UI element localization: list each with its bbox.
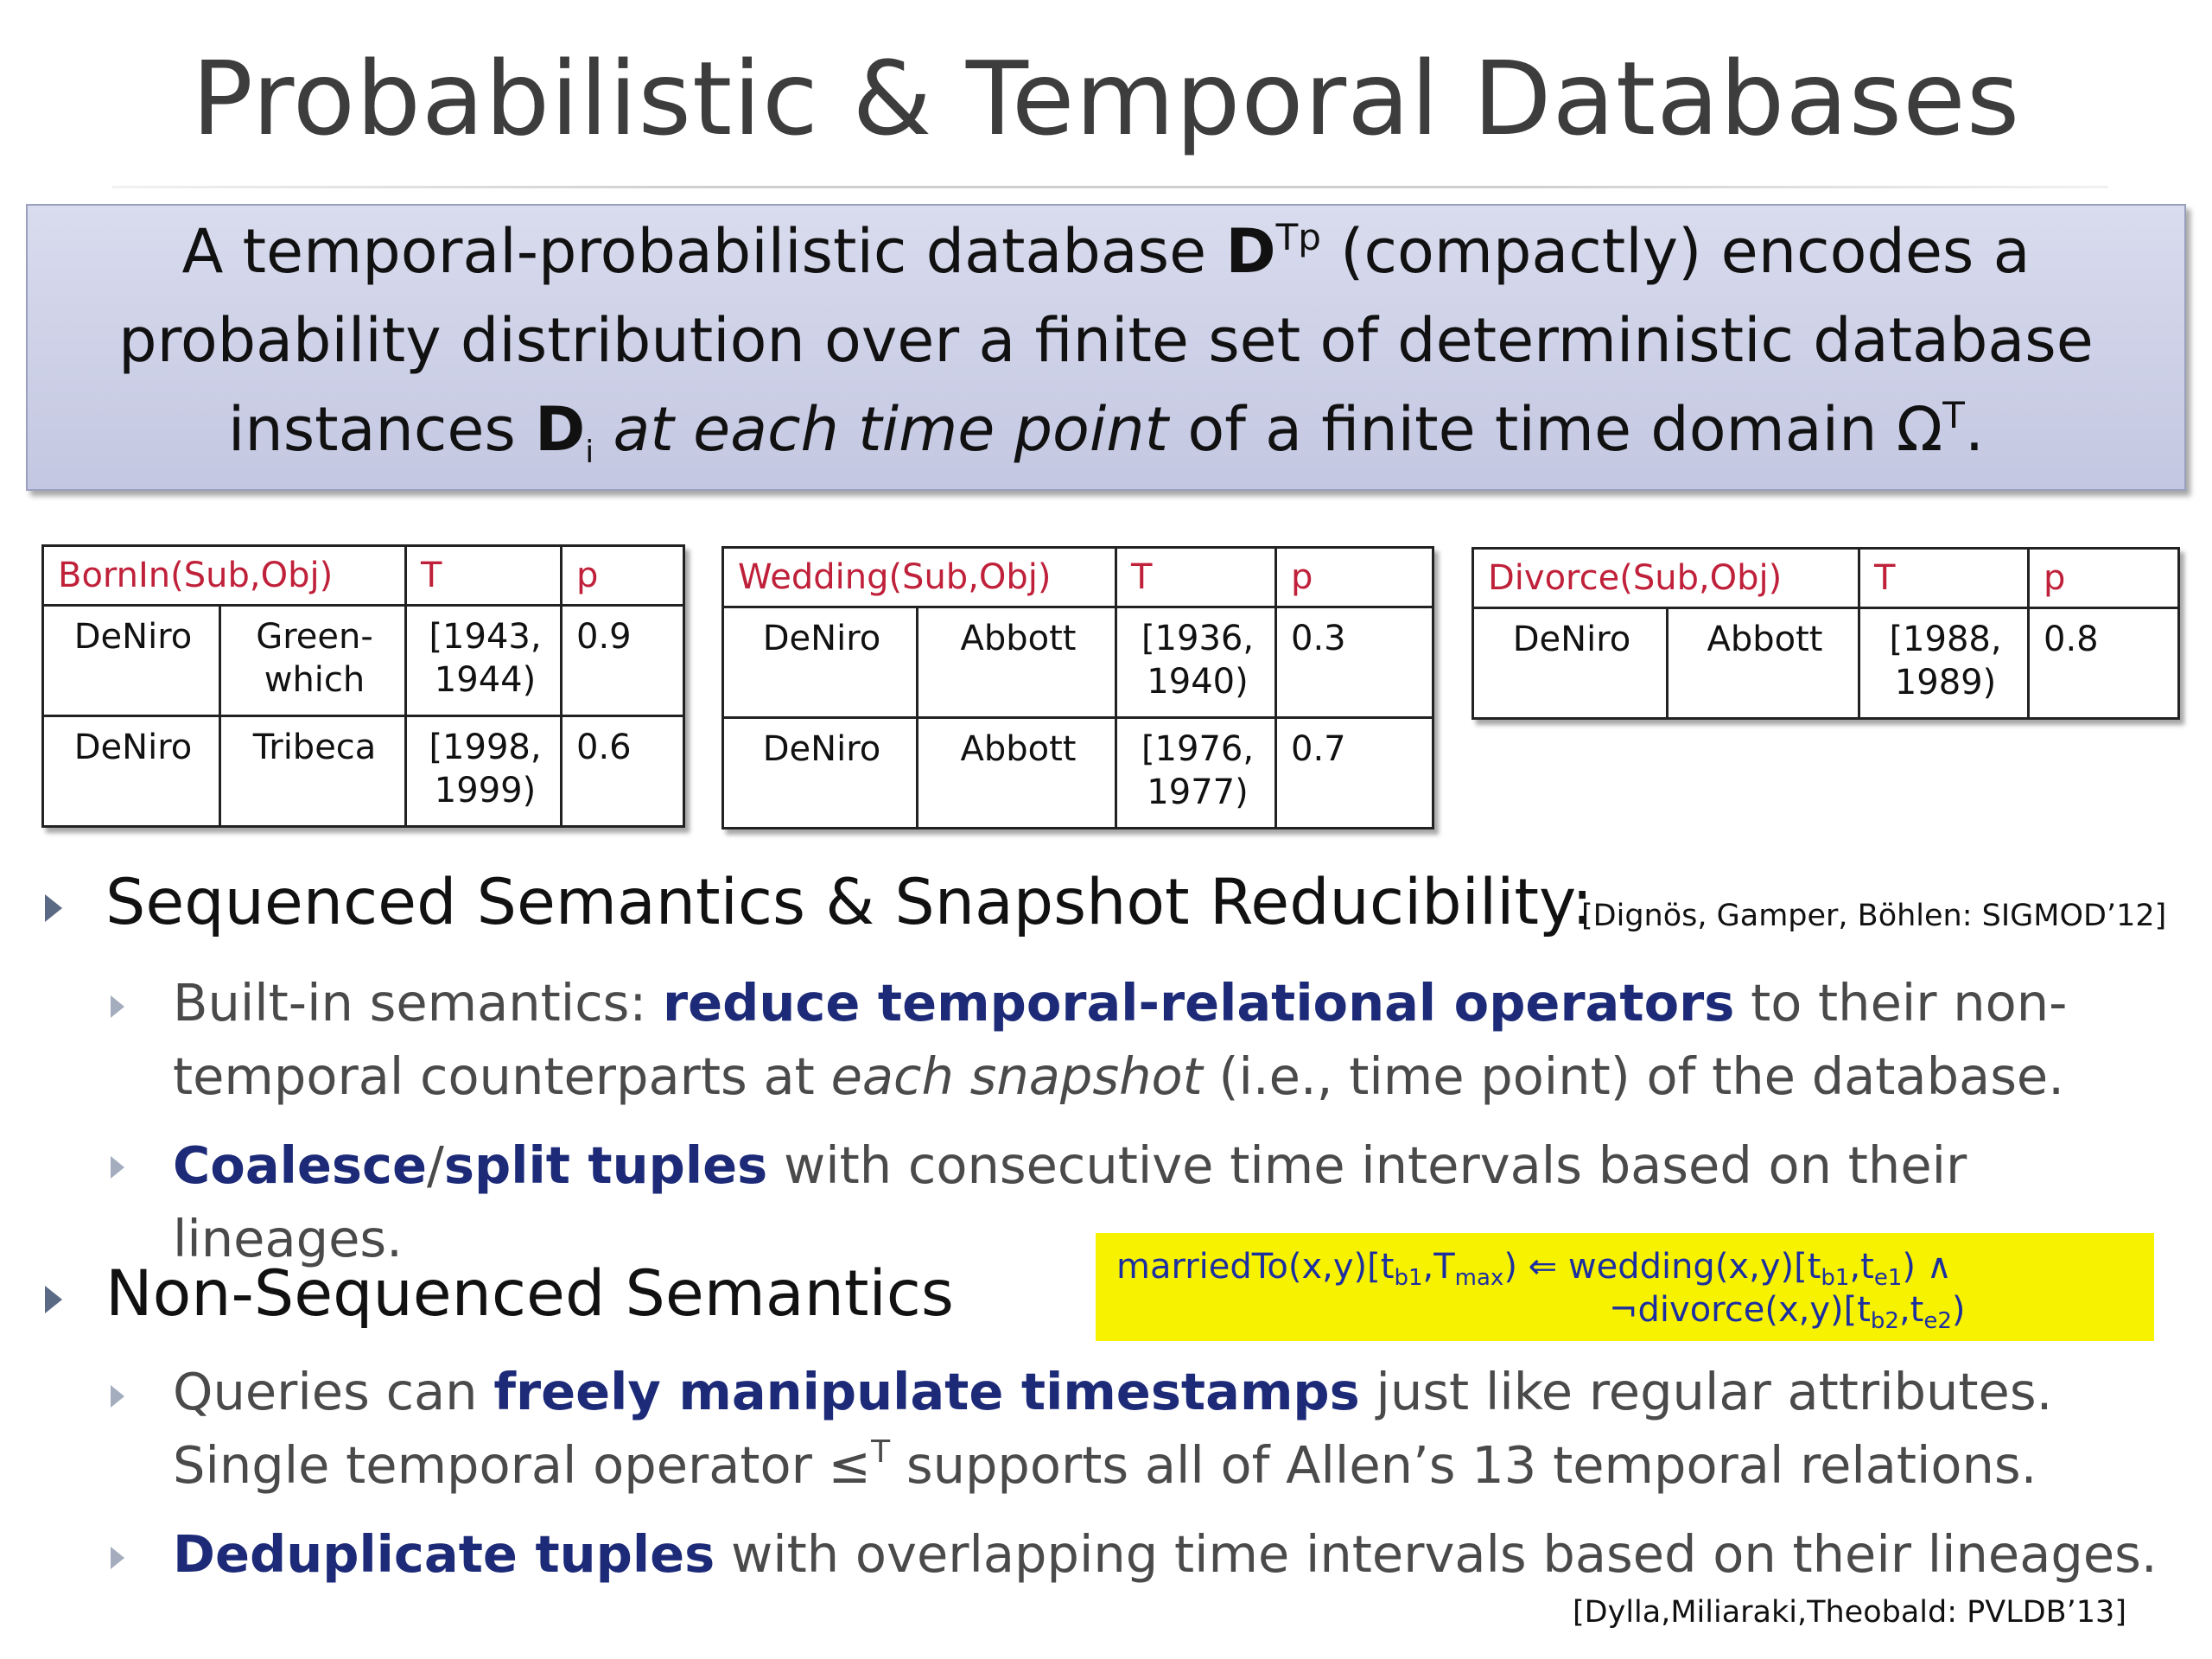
- citation: [Dylla,Miliaraki,Theobald: PVLDB’13]: [1573, 1595, 2126, 1630]
- formula-text: marriedTo(x,y)[t: [1116, 1247, 1395, 1287]
- formula-line-1: [1116, 1245, 2137, 1291]
- bullet-manipulate-timestamps: [173, 1355, 2186, 1502]
- bullet-line: [173, 1039, 2160, 1113]
- object-cell: [220, 606, 406, 716]
- bullet-line: [173, 966, 2160, 1039]
- omega-superscript: T: [1942, 394, 1965, 436]
- formula-subscript: b2: [1870, 1308, 1899, 1334]
- probability-cell: 0.7: [1276, 718, 1433, 829]
- probability-cell: 0.6: [562, 716, 684, 827]
- bullet-line: [173, 1355, 2186, 1428]
- database-superscript: Tp: [1275, 216, 1321, 258]
- instance-symbol: D: [535, 394, 586, 465]
- probability-cell: 0.8: [2029, 608, 2179, 719]
- definition-line-3: [28, 385, 2184, 474]
- interval-end: 1944): [434, 660, 537, 700]
- bullet-emphasis: split tuples: [443, 1135, 768, 1195]
- interval-start: [1936,: [1141, 619, 1255, 658]
- object-cell: Abbott: [1668, 608, 1859, 719]
- formula-subscript: max: [1454, 1265, 1504, 1291]
- triangle-bullet-icon: [111, 995, 124, 1018]
- table-row: [43, 606, 684, 716]
- definition-box: [26, 204, 2186, 491]
- table-row: [723, 607, 1433, 718]
- time-header: T: [1859, 549, 2029, 608]
- subject-cell: DeNiro: [43, 606, 220, 716]
- bullet-line: [173, 1428, 2186, 1502]
- definition-text: A temporal-probabilistic database: [181, 216, 1226, 287]
- relation-name: Wedding(Sub,Obj): [723, 548, 1116, 607]
- interval-cell: [406, 716, 562, 827]
- interval-start: [1988,: [1889, 620, 2002, 659]
- definition-text: of a finite time domain Ω: [1168, 394, 1943, 465]
- time-header: T: [1116, 548, 1276, 607]
- probability-cell: 0.3: [1276, 607, 1433, 718]
- interval-start: [1976,: [1141, 729, 1255, 769]
- formula-text: ,t: [1898, 1290, 1924, 1330]
- interval-start: [1943,: [429, 617, 542, 657]
- probability-header: p: [562, 546, 684, 606]
- interval-cell: [1859, 608, 2029, 719]
- relation-name: Divorce(Sub,Obj): [1473, 549, 1859, 608]
- probability-header: p: [1276, 548, 1433, 607]
- table-row: [723, 718, 1433, 829]
- rule-formula-box: [1096, 1233, 2154, 1341]
- definition-line-1: [28, 207, 2184, 296]
- bullet-text: supports all of Allen’s 13 temporal relations.: [890, 1435, 2037, 1495]
- triangle-bullet-icon: [111, 1547, 124, 1569]
- definition-text: instances: [227, 394, 536, 465]
- bullet-text: Queries can: [173, 1362, 494, 1421]
- triangle-bullet-icon: [111, 1385, 124, 1408]
- bullet-emphasis: reduce temporal-relational operators: [663, 973, 1735, 1033]
- formula-subscript: b1: [1821, 1265, 1850, 1291]
- interval-start: [1998,: [429, 728, 542, 767]
- table-header-row: [1473, 549, 2179, 608]
- formula-text: ) ∧: [1902, 1247, 1952, 1287]
- bullet-text: /: [427, 1135, 444, 1195]
- bullet-text: to their non-: [1734, 973, 2068, 1033]
- formula-text: ¬divorce(x,y)[t: [1609, 1290, 1871, 1330]
- object-line: Green-: [256, 617, 373, 657]
- bullet-text: just like regular attributes.: [1359, 1362, 2053, 1421]
- object-line: which: [264, 660, 365, 700]
- bullet-text: Single temporal operator ≤: [173, 1435, 872, 1495]
- table-row: [1473, 608, 2179, 719]
- subject-cell: DeNiro: [723, 718, 918, 829]
- formula-line-2: [1116, 1288, 2137, 1332]
- interval-cell: [1116, 718, 1276, 829]
- formula-text: ,t: [1849, 1247, 1874, 1287]
- subject-cell: DeNiro: [1473, 608, 1668, 719]
- time-header: T: [406, 546, 562, 606]
- bullet-deduplicate: [173, 1517, 2195, 1591]
- table-row: [43, 716, 684, 827]
- definition-period: .: [1964, 394, 1985, 465]
- bornin-table: [41, 544, 685, 828]
- title-divider: [112, 186, 2108, 188]
- probability-cell: 0.9: [562, 606, 684, 716]
- divorce-table: [1471, 547, 2180, 720]
- bullet-emphasis: freely manipulate timestamps: [493, 1362, 1360, 1421]
- definition-line-2: probability distribution over a finite set of deterministic database: [118, 305, 2094, 376]
- object-cell: [220, 716, 406, 827]
- subject-cell: DeNiro: [43, 716, 220, 827]
- object-cell: Abbott: [918, 607, 1116, 718]
- formula-text: ,T: [1422, 1247, 1455, 1287]
- interval-end: 1940): [1147, 662, 1249, 702]
- instance-subscript: i: [585, 435, 594, 470]
- formula-text: ) ⇐ wedding(x,y)[t: [1503, 1247, 1821, 1287]
- object-line: Tribeca: [252, 728, 377, 767]
- interval-cell: [406, 606, 562, 716]
- section-heading-non-sequenced: Non-Sequenced Semantics: [105, 1257, 954, 1331]
- probability-header: p: [2029, 549, 2179, 608]
- bullet-italic: each snapshot: [830, 1046, 1203, 1106]
- table-header-row: [723, 548, 1433, 607]
- bullet-builtin-semantics: [173, 966, 2160, 1113]
- operator-superscript: T: [871, 1434, 891, 1470]
- slide-title: Probabilistic & Temporal Databases: [191, 39, 2021, 158]
- interval-end: 1999): [434, 771, 537, 810]
- citation: [Dignös, Gamper, Böhlen: SIGMOD’12]: [1581, 899, 2167, 933]
- formula-subscript: e1: [1873, 1265, 1903, 1291]
- subject-cell: DeNiro: [723, 607, 918, 718]
- object-cell: Abbott: [918, 718, 1116, 829]
- relation-name: BornIn(Sub,Obj): [43, 546, 406, 606]
- bullet-emphasis: Deduplicate tuples: [173, 1524, 715, 1584]
- definition-emphasis: at each time point: [594, 394, 1169, 465]
- table-header-row: [43, 546, 684, 606]
- formula-subscript: b1: [1394, 1265, 1423, 1291]
- interval-end: 1989): [1894, 663, 1997, 702]
- interval-end: 1977): [1147, 772, 1249, 812]
- bullet-text: Built-in semantics:: [173, 973, 664, 1033]
- wedding-table: [721, 546, 1434, 830]
- bullet-text: with consecutive time intervals based on their lineages.: [173, 1135, 1967, 1268]
- section-heading-sequenced: Sequenced Semantics & Snapshot Reducibility:: [105, 866, 1593, 939]
- triangle-bullet-icon: [111, 1156, 124, 1179]
- formula-subscript: e2: [1923, 1308, 1952, 1334]
- triangle-bullet-icon: [45, 894, 62, 922]
- interval-cell: [1116, 607, 1276, 718]
- bullet-text: temporal counterparts at: [173, 1046, 831, 1106]
- bullet-emphasis: Coalesce: [173, 1135, 427, 1195]
- triangle-bullet-icon: [45, 1286, 62, 1313]
- bullet-text: (i.e., time point) of the database.: [1202, 1046, 2064, 1106]
- database-symbol: D: [1225, 216, 1276, 287]
- bullet-text: with overlapping time intervals based on their lineages.: [715, 1524, 2158, 1584]
- formula-text: ): [1951, 1290, 1966, 1330]
- definition-text: (compactly) encodes a: [1320, 216, 2031, 287]
